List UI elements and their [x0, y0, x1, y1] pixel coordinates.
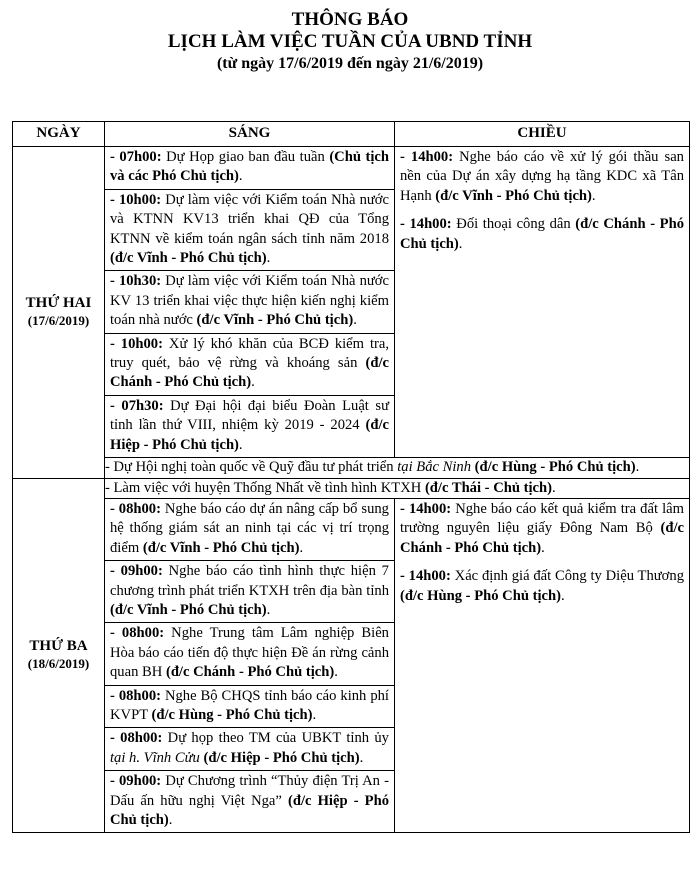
entry-text: (đ/c Chánh - Phó Chủ tịch)	[400, 520, 684, 556]
schedule-entry	[395, 566, 689, 608]
day-name: THỨ BA	[29, 638, 88, 655]
schedule-entry	[105, 270, 394, 332]
entry-text: .	[541, 539, 545, 556]
entry-text: - 08h00:	[110, 730, 163, 747]
column-header-day: NGÀY	[13, 122, 105, 147]
day-cell-tuesday	[13, 478, 105, 833]
entry-text: - Dự Hội nghị toàn quốc về Quỹ đầu tư phát triển	[105, 459, 398, 476]
entry-text: Dự họp theo TM của UBKT tỉnh ủy	[162, 730, 389, 747]
entry-text: .	[560, 587, 565, 604]
schedule-entry	[105, 622, 394, 684]
schedule-entry	[105, 727, 394, 770]
entry-text: Dự Đại hội đại biểu Đoàn Luật sư tỉnh lần thứ VIII, nhiệm kỳ 2019 - 2024	[110, 397, 389, 434]
entry-text: - 08h00:	[110, 625, 165, 642]
entry-text: - 10h00:	[110, 335, 163, 352]
schedule-table	[12, 121, 690, 833]
entry-text: tại h. Vĩnh Cửu	[110, 749, 200, 766]
entry-text: (đ/c Hùng - Phó Chủ tịch)	[151, 706, 313, 723]
entry-text: (đ/c Vĩnh - Phó Chủ tịch)	[110, 601, 267, 618]
day-date: (17/6/2019)	[27, 313, 90, 329]
entry-text: .	[238, 168, 243, 185]
entry-text: - 10h00:	[110, 191, 162, 208]
entry-text: .	[251, 374, 255, 391]
entry-text: Nghe Trung tâm Lâm nghiệp Biên Hòa báo cáo tiến độ thực hiện Đề án rừng cảnh quan BH	[110, 625, 389, 681]
entry-text: .	[635, 459, 640, 476]
entry-text: (đ/c Hiệp - Phó Chủ tịch)	[110, 417, 389, 453]
entry-text: (đ/c Chánh - Phó Chủ tịch)	[400, 216, 684, 252]
tuesday-fullday-cell	[105, 478, 690, 498]
entry-text: - 14h00:	[400, 216, 452, 233]
entry-text: .	[312, 706, 317, 723]
entry-text: Nghe báo cáo kết quả kiểm tra đất lâm trường nguyên liệu giấy Đông Nam Bộ	[400, 500, 684, 537]
column-header-afternoon: CHIỀU	[395, 122, 690, 147]
entry-text: .	[458, 235, 463, 252]
entry-text: Dự Họp giao ban đầu tuần	[161, 149, 330, 165]
entry-text: Nghe báo cáo dự án nâng cấp bổ sung hệ thống giám sát an ninh tại các vị trí trọng điểm	[110, 500, 389, 556]
schedule-entry	[105, 685, 394, 728]
entry-text: Dự làm việc với Kiểm toán Nhà nước và KTNN KV13 triển khai QĐ của Tổng KTNN về kiểm toán ngân sách tỉnh năm 2018	[110, 191, 389, 247]
entry-text: .	[591, 187, 596, 204]
tuesday-fullday-row	[13, 478, 690, 498]
entry-text: (đ/c Vĩnh - Phó Chủ tịch)	[196, 312, 354, 329]
entry-text: - 07h00:	[110, 149, 162, 165]
entry-text: (đ/c Chánh - Phó Chủ tịch)	[110, 355, 389, 391]
schedule-entry	[105, 499, 394, 560]
schedule-entry	[105, 333, 394, 395]
tuesday-morning-cell	[105, 498, 395, 833]
entry-text: - 07h30:	[110, 397, 164, 414]
day-cell-monday	[13, 147, 105, 479]
day-name: THỨ HAI	[25, 295, 92, 312]
entry-text: tại Bắc Ninh	[397, 459, 472, 476]
entry-text: .	[353, 312, 357, 329]
entry-text: .	[266, 601, 271, 618]
entry-text: (đ/c Vĩnh - Phó Chủ tịch)	[110, 250, 267, 267]
entry-text: (đ/c Thái - Chủ tịch)	[424, 479, 552, 496]
monday-row	[13, 147, 690, 458]
schedule-entry	[105, 395, 394, 457]
entry-text: Nghe báo cáo tình hình thực hiện 7 chương trình phát triển KTXH trên địa bàn tỉnh	[110, 563, 389, 599]
entry-text: .	[359, 749, 364, 766]
schedule-entry	[105, 770, 394, 832]
document-title: THÔNG BÁO	[291, 9, 409, 30]
entry-text: (đ/c Hiệp - Phó Chủ tịch)	[199, 749, 360, 766]
day-date: (18/6/2019)	[27, 656, 90, 672]
entry-text: - 10h30:	[110, 273, 162, 290]
entry-text: - 08h00:	[110, 687, 161, 704]
schedule-entry	[395, 147, 689, 208]
monday-fullday-cell	[105, 458, 690, 478]
schedule-entry	[105, 189, 394, 271]
entry-text: .	[299, 539, 304, 556]
date-range: (từ ngày 17/6/2019 đến ngày 21/6/2019)	[216, 55, 484, 72]
document-header	[0, 0, 700, 74]
schedule-entry	[395, 214, 689, 256]
entry-text: Nghe Bộ CHQS tỉnh báo cáo kinh phí KVPT	[110, 687, 389, 723]
entry-text: Dự Chương trình “Thủy điện Trị An - Dấu ấn hữu nghị Việt Nga”	[110, 773, 389, 809]
document-subtitle: LỊCH LÀM VIỆC TUẦN CỦA UBND TỈNH	[167, 31, 533, 52]
monday-morning-cell	[105, 147, 395, 458]
entry-text: (đ/c Hùng - Phó Chủ tịch)	[400, 587, 561, 604]
schedule-entry	[105, 560, 394, 622]
entry-text: Đối thoại công dân	[451, 216, 576, 233]
schedule-entry	[105, 147, 394, 189]
entry-text: (đ/c Chánh - Phó Chủ tịch)	[165, 664, 335, 681]
entry-text: - Làm việc với huyện Thống Nhất về tình hình KTXH	[105, 479, 425, 496]
entry-text: .	[551, 479, 556, 496]
entry-text: Dự làm việc với Kiểm toán Nhà nước KV 13 triển khai việc thực hiện kiến nghị kiểm toán nhà nước	[110, 273, 389, 329]
tuesday-afternoon-cell	[395, 498, 690, 833]
monday-fullday-row	[13, 458, 690, 478]
entry-text: .	[266, 250, 271, 267]
entry-text: - 09h00:	[110, 563, 163, 580]
monday-afternoon-cell	[395, 147, 690, 458]
entry-text: (Chủ tịch và các Phó Chủ tịch)	[110, 149, 389, 185]
entry-text: (đ/c Hùng - Phó Chủ tịch)	[471, 459, 636, 476]
entry-text: Nghe báo cáo về xử lý gói thầu san nền của Dự án xây dựng hạ tầng KDC xã Tân Hạnh	[400, 149, 684, 204]
entry-text: (đ/c Vĩnh - Phó Chủ tịch)	[435, 187, 592, 204]
schedule-entry	[395, 499, 689, 560]
entry-text: (đ/c Vĩnh - Phó Chủ tịch)	[142, 539, 300, 556]
entry-text: - 14h00:	[400, 149, 454, 165]
entry-text: - 14h00:	[400, 568, 451, 585]
entry-text: Xử lý khó khăn của BCĐ kiểm tra, truy quét, bảo vệ rừng và khoáng sản	[110, 335, 389, 372]
entry-text: Xác định giá đất Công ty Diệu Thương	[450, 568, 684, 585]
column-header-morning: SÁNG	[105, 122, 395, 147]
entry-text: .	[334, 664, 338, 681]
entry-text: - 09h00:	[110, 773, 162, 790]
entry-text: .	[238, 436, 243, 453]
entry-text: .	[168, 812, 173, 828]
entry-text: - 14h00:	[400, 500, 452, 517]
entry-text: - 08h00:	[110, 500, 161, 517]
header-row	[13, 122, 690, 147]
tuesday-row	[13, 498, 690, 833]
entry-text: (đ/c Hiệp - Phó Chủ tịch)	[110, 792, 389, 828]
